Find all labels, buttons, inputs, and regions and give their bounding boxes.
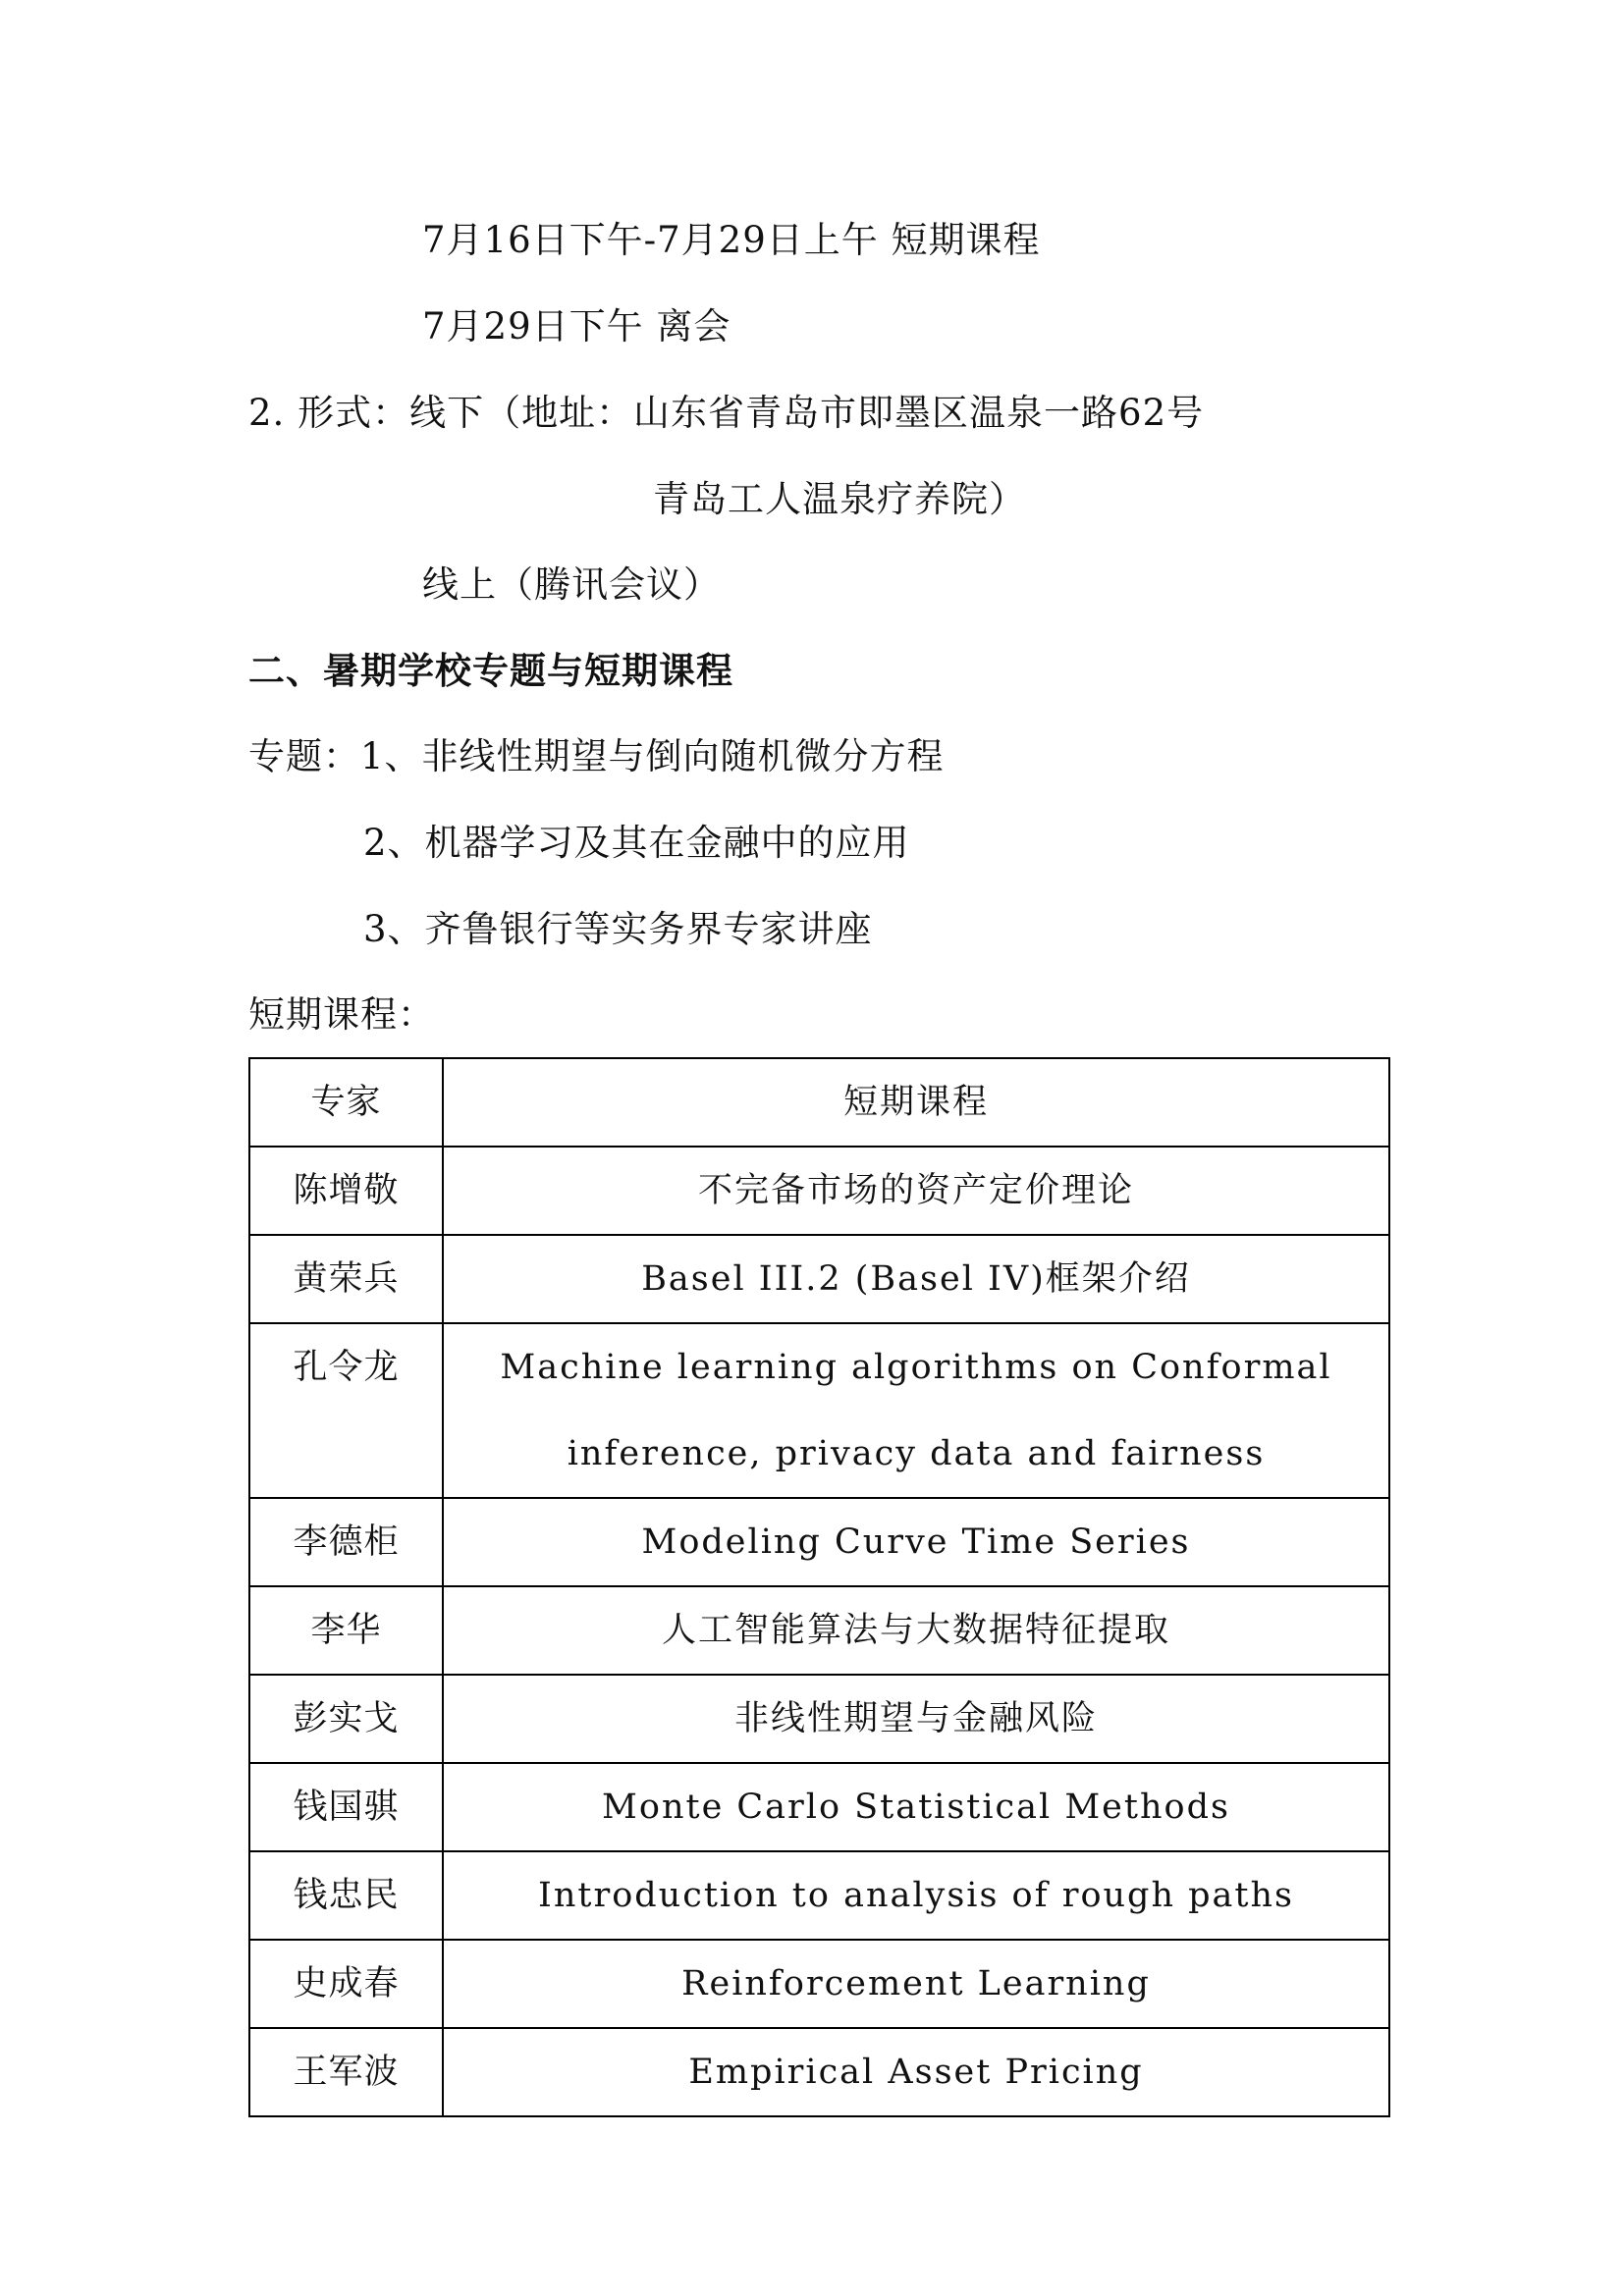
course-cell: Basel III.2 (Basel IV)框架介绍	[443, 1235, 1389, 1323]
course-cell: Introduction to analysis of rough paths	[443, 1851, 1389, 1940]
table-row	[249, 1323, 1389, 1498]
expert-cell: 钱忠民	[249, 1851, 443, 1940]
course-cell: Monte Carlo Statistical Methods	[443, 1763, 1389, 1851]
format-offline-venue: 青岛工人温泉疗养院）	[653, 478, 1026, 520]
course-cell	[443, 1323, 1389, 1498]
expert-cell: 孔令龙	[249, 1323, 443, 1498]
table-row	[249, 1235, 1389, 1323]
expert-cell: 彭实戈	[249, 1675, 443, 1763]
expert-cell: 史成春	[249, 1940, 443, 2028]
section-title: 二、暑期学校专题与短期课程	[248, 650, 733, 692]
table-row	[249, 1940, 1389, 2028]
format-online: 线上（腾讯会议）	[422, 563, 721, 606]
expert-cell: 李华	[249, 1586, 443, 1675]
course-cell-line: Machine learning algorithms on Conformal	[500, 1348, 1332, 1387]
course-cell-line: inference, privacy data and fairness	[567, 1434, 1266, 1473]
course-cell: Empirical Asset Pricing	[443, 2028, 1389, 2116]
table-row	[249, 1851, 1389, 1940]
table-row	[249, 1498, 1389, 1586]
courses-table	[248, 1057, 1390, 2117]
expert-cell: 黄荣兵	[249, 1235, 443, 1323]
expert-cell: 陈增敬	[249, 1147, 443, 1235]
expert-cell: 王军波	[249, 2028, 443, 2116]
table-row	[249, 1763, 1389, 1851]
header-course: 短期课程	[443, 1058, 1389, 1147]
expert-cell: 李德柜	[249, 1498, 443, 1586]
course-cell: 人工智能算法与大数据特征提取	[443, 1586, 1389, 1675]
course-cell: Reinforcement Learning	[443, 1940, 1389, 2028]
topic-3: 3、齐鲁银行等实务界专家讲座	[363, 908, 873, 950]
table-row	[249, 2028, 1389, 2116]
course-cell: Modeling Curve Time Series	[443, 1498, 1389, 1586]
format-offline: 2. 形式：线下（地址：山东省青岛市即墨区温泉一路62号	[248, 392, 1205, 434]
header-expert: 专家	[249, 1058, 443, 1147]
table-header-row	[249, 1058, 1389, 1147]
schedule-line-leave: 7月29日下午 离会	[422, 305, 731, 347]
table-row	[249, 1586, 1389, 1675]
expert-cell: 钱国骐	[249, 1763, 443, 1851]
short-courses-label: 短期课程：	[248, 993, 435, 1036]
course-cell: 不完备市场的资产定价理论	[443, 1147, 1389, 1235]
topic-2: 2、机器学习及其在金融中的应用	[363, 822, 910, 864]
table-row	[249, 1675, 1389, 1763]
schedule-line-course: 7月16日下午-7月29日上午 短期课程	[422, 219, 1041, 261]
table-row	[249, 1147, 1389, 1235]
course-cell: 非线性期望与金融风险	[443, 1675, 1389, 1763]
topic-1: 专题：1、非线性期望与倒向随机微分方程	[248, 735, 945, 777]
